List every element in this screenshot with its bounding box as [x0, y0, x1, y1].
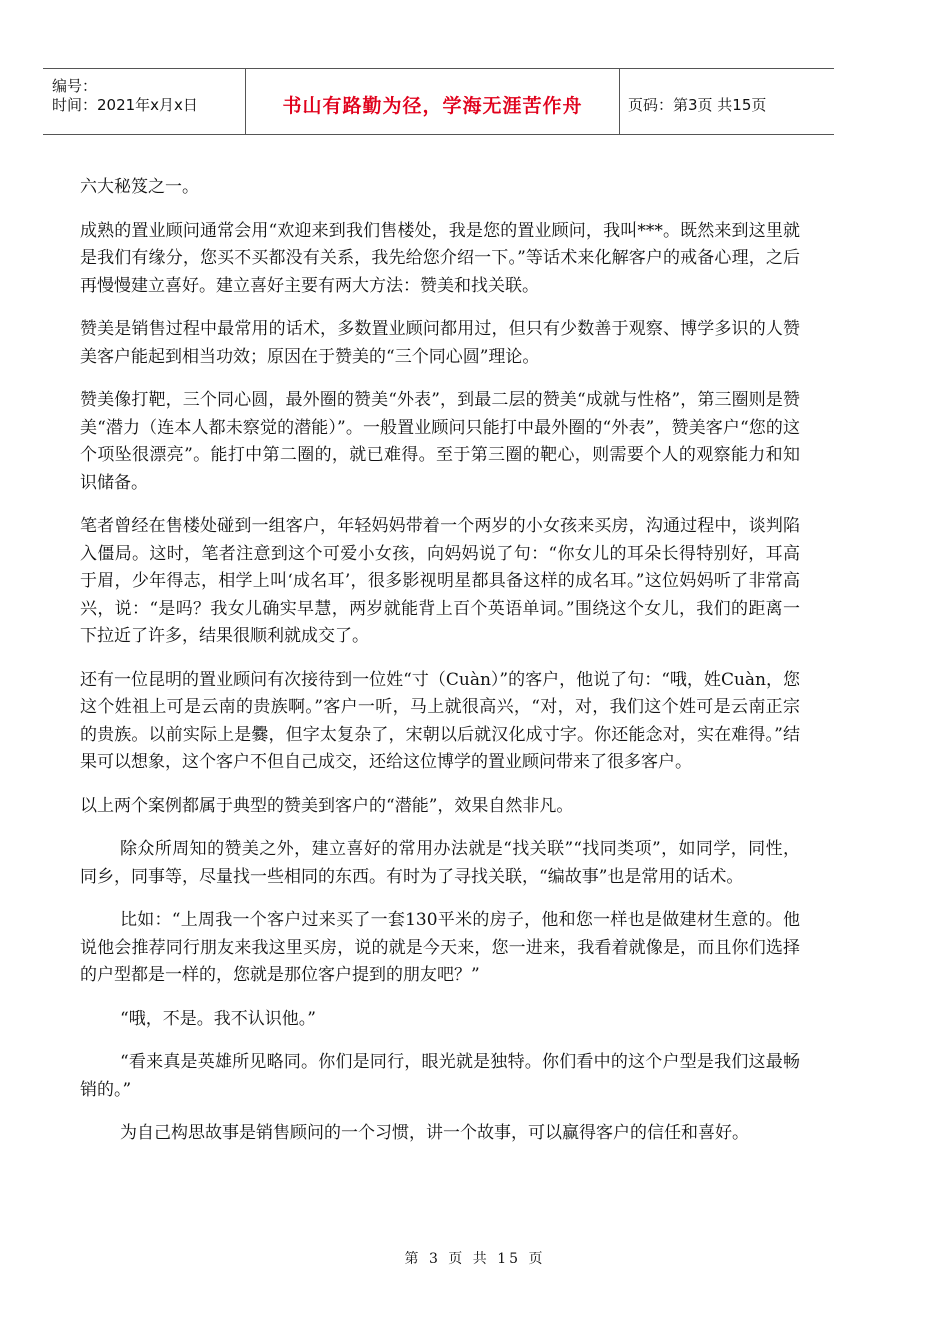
header-page-cell: [620, 69, 834, 134]
header-meta-cell: [43, 69, 246, 134]
page-info: 页码：第3页 共15页: [628, 96, 767, 114]
paragraph: 除众所周知的赞美之外，建立喜好的常用办法就是“找关联”“找同类项”，如同学，同性，同乡，同事等，尽量找一些相同的东西。有时为了寻找关联，“编故事”也是常用的话术。: [80, 839, 800, 887]
paragraph: “哦，不是。我不认识他。”: [120, 1008, 316, 1029]
paragraph: 六大秘笈之一。: [80, 177, 199, 197]
paragraph: 赞美是销售过程中最常用的话术，多数置业顾问都用过，但只有少数善于观察、博学多识的人赞美客户能起到相当功效；原因在于赞美的“三个同心圆”理论。: [80, 319, 800, 367]
paragraph: 赞美像打靶，三个同心圆，最外圈的赞美“外表”，到最二层的赞美“成就与性格”，第三圈则是赞美“潜力（连本人都未察觉的潜能）”。一般置业顾问只能打中最外圈的“外表”，赞美客户“您的这个项坠很漂亮”。能打中第二圈的，就已难得。至于第三圈的靶心，则需要个人的观察能力和知识储备。: [80, 390, 800, 493]
number-label: 编号：: [52, 77, 98, 95]
paragraph: 比如：“上周我一个客户过来买了一套130平米的房子，他和您一样也是做建材生意的。他说他会推荐同行朋友来我这里买房，说的就是今天来，您一进来，我看着就像是，而且你们选择的户型都是一样的，您就是那位客户提到的朋友吧？”: [80, 910, 800, 985]
time-label: 时间：2021年x月x日: [52, 96, 198, 114]
document-body: [80, 174, 800, 1164]
header-motto-cell: [246, 69, 620, 134]
paragraph: 笔者曾经在售楼处碰到一组客户，年轻妈妈带着一个两岁的小女孩来买房，沟通过程中，谈判陷入僵局。这时，笔者注意到这个可爱小女孩，向妈妈说了句：“你女儿的耳朵长得特别好，耳高于眉，少年得志，相学上叫‘成名耳’，很多影视明星都具备这样的成名耳。”这位妈妈听了非常高兴，说：“是吗？我女儿确实早慧，两岁就能背上百个英语单词。”围绕这个女儿，我们的距离一下拉近了许多，结果很顺利就成交了。: [80, 516, 800, 646]
motto: 书山有路勤为径，学海无涯苦作舟: [282, 95, 583, 117]
paragraph: 以上两个案例都属于典型的赞美到客户的“潜能”，效果自然非凡。: [80, 795, 574, 816]
paragraph: “看来真是英雄所见略同。你们是同行，眼光就是独特。你们看中的这个户型是我们这最畅销的。”: [80, 1052, 800, 1100]
paragraph: 成熟的置业顾问通常会用“欢迎来到我们售楼处，我是您的置业顾问，我叫***。既然来到这里就是我们有缘分，您买不买都没有关系，我先给您介绍一下。”等话术来化解客户的戒备心理，之后再慢慢建立喜好。建立喜好主要有两大方法：赞美和找关联。: [80, 220, 800, 296]
page-footer: 第 3 页 共 15 页: [404, 1251, 546, 1267]
paragraph: 还有一位昆明的置业顾问有次接待到一位姓“寸（Cuàn）”的客户，他说了句：“哦，姓Cuàn，您这个姓祖上可是云南的贵族啊。”客户一听，马上就很高兴，“对，对，我们这个姓可是云南正宗的贵族。以前实际上是爨，但字太复杂了，宋朝以后就汉化成寸字。你还能念对，实在难得。”结果可以想象，这个客户不但自己成交，还给这位博学的置业顾问带来了很多客户。: [80, 669, 800, 772]
page-header: [43, 68, 834, 135]
paragraph: 为自己构思故事是销售顾问的一个习惯，讲一个故事，可以赢得客户的信任和喜好。: [120, 1123, 749, 1143]
